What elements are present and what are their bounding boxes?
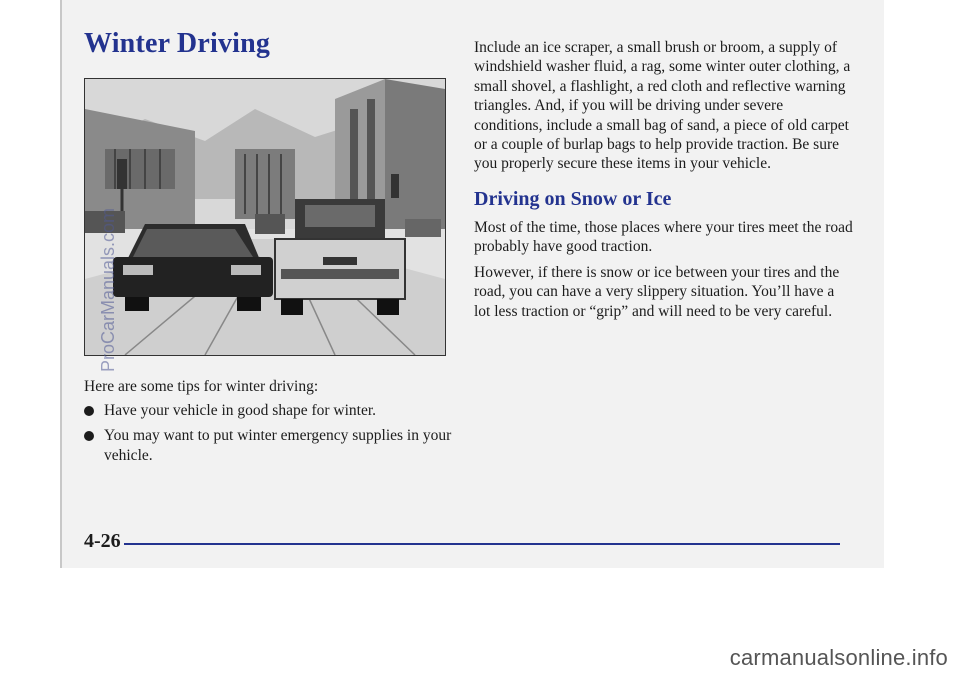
list-item-text: You may want to put winter emergency supplies in your vehicle. [104, 427, 452, 464]
section-heading: Driving on Snow or Ice [474, 188, 672, 210]
page-edge-line [60, 0, 62, 568]
supplies-paragraph: Include an ice scraper, a small brush or broom, a supply of windshield washer fluid, a rag, some winter outer clothing, a small shovel, a flashlight, a red cloth and reflective warning triangles. And, if you will be driving under severe conditions, include a small bag of sand, a piece of old carpet or a couple of burlap bags to help provide traction. Be sure you properly secure these items in your vehicle. [474, 39, 851, 173]
bullet-icon [84, 406, 94, 416]
page-number: 4-26 [84, 530, 121, 552]
page-title: Winter Driving [84, 28, 271, 59]
side-watermark: ProCarManuals.com [98, 207, 118, 372]
tips-list [84, 401, 454, 471]
footer-rule [124, 543, 840, 545]
traction-paragraph: Most of the time, those places where your tires meet the road probably have good traction. [474, 219, 853, 256]
list-item-text: Have your vehicle in good shape for winter. [104, 402, 377, 419]
winter-street-illustration [84, 78, 446, 356]
bullet-icon [84, 431, 94, 441]
slippery-paragraph: However, if there is snow or ice between your tires and the road, you can have a very slippery situation. You’ll have a lot less traction or “grip” and will need to be very careful. [474, 264, 840, 320]
list-item [84, 401, 454, 420]
bottom-watermark: carmanualsonline.info [729, 645, 948, 670]
intro-text: Here are some tips for winter driving: [84, 378, 319, 395]
list-item [84, 426, 454, 465]
